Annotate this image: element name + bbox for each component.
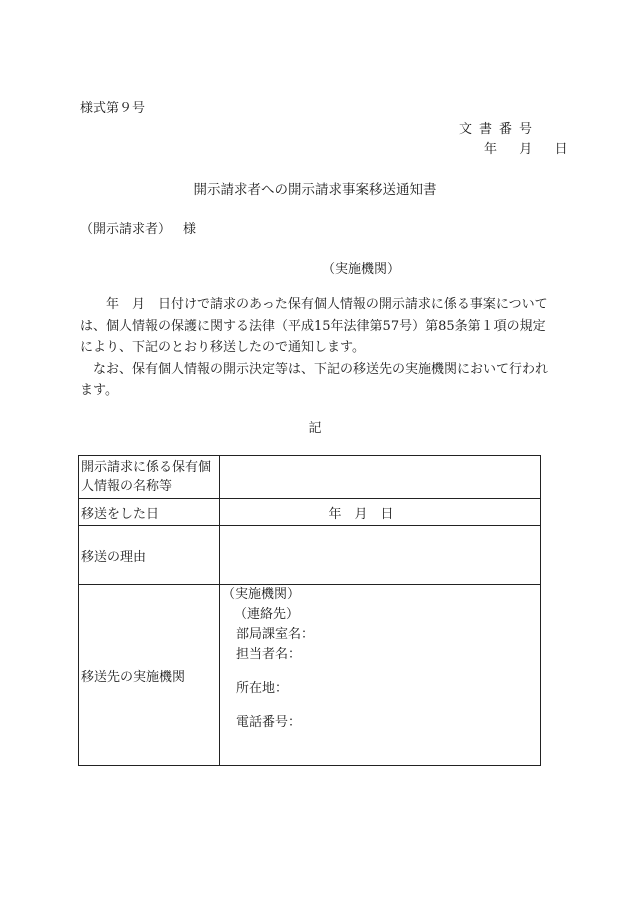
destination-contact	[220, 585, 541, 766]
document-title: 開示請求者への開示請求事案移送通知書	[193, 182, 437, 198]
table-row	[79, 456, 541, 499]
contact-person: 担当者名：	[236, 647, 302, 662]
sender-agency: （実施機関）	[322, 262, 401, 277]
transfer-reason-label: 移送の理由	[79, 526, 220, 585]
date-year: 年	[484, 142, 498, 157]
transfer-date-label: 移送をした日	[79, 499, 220, 526]
destination-agency-label: 移送先の実施機関	[79, 585, 220, 766]
ki-heading: 記	[308, 421, 322, 436]
contact-phone: 電話番号：	[236, 715, 302, 730]
date-day: 日	[554, 142, 568, 157]
contact-address: 所在地：	[236, 681, 289, 696]
transfer-date-value: 年 月 日	[220, 499, 541, 526]
contact-agency: （実施機関）	[222, 587, 301, 602]
transfer-details-table	[78, 455, 541, 766]
contact-heading: （連絡先）	[234, 607, 300, 622]
body-paragraph-1: 年 月 日付けで請求のあった保有個人情報の開示請求に係る事案については、個人情報の保護に関する法律（平成15年法律第57号）第85条第１項の規定により、下記のとおり移送したので通知します。	[80, 297, 548, 355]
notice-body	[80, 294, 550, 402]
issue-date	[484, 138, 568, 157]
info-name-label: 開示請求に係る保有個人情報の名称等	[79, 456, 220, 499]
table-row	[79, 526, 541, 585]
recipient-honorific: 様	[183, 222, 197, 237]
recipient-name: （開示請求者）	[80, 222, 172, 237]
table-row	[79, 499, 541, 526]
body-paragraph-2: なお、保有個人情報の開示決定等は、下記の移送先の実施機関において行われます。	[80, 361, 549, 398]
table-row	[79, 585, 541, 766]
date-month: 月	[519, 142, 533, 157]
form-number: 様式第９号	[80, 101, 146, 116]
document-number-label: 文書番号	[459, 122, 540, 137]
recipient	[80, 218, 196, 237]
contact-department: 部局課室名：	[236, 627, 315, 642]
info-name-value	[220, 456, 541, 499]
transfer-reason-value	[220, 526, 541, 585]
